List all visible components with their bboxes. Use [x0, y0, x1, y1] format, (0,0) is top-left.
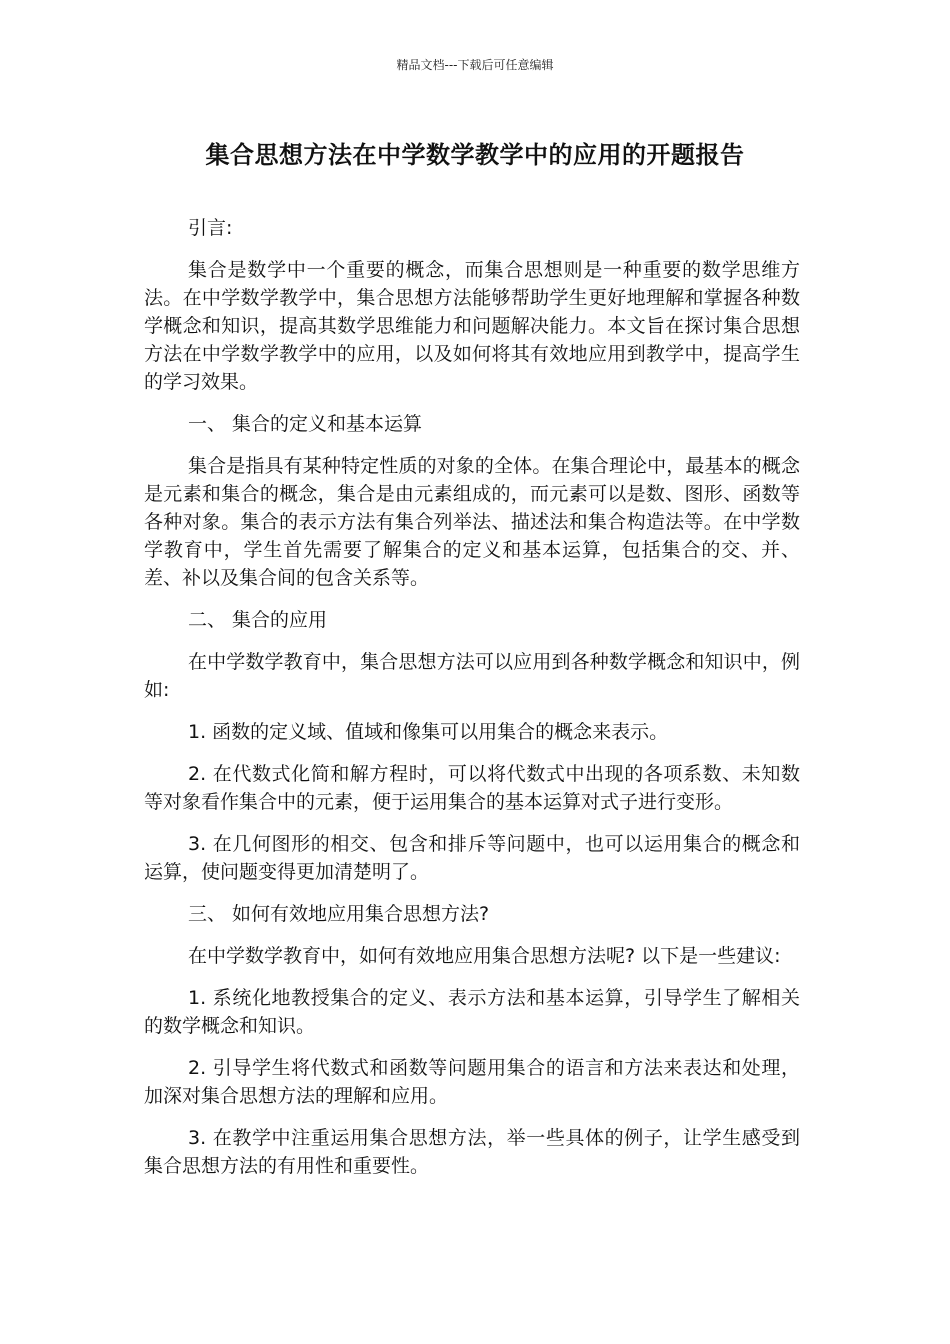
intro-paragraph: 集合是数学中一个重要的概念，而集合思想则是一种重要的数学思维方法。在中学数学教学中，集合思想方法能够帮助学生更好地理解和掌握各种数学概念和知识，提高其数学思维能力和问题解决能力。本文旨在探讨集合思想方法在中学数学教学中的应用，以及如何将其有效地应用到教学中，提高学生的学习效果。	[144, 259, 800, 393]
section-3-item-3: 3. 在教学中注重运用集合思想方法，举一些具体的例子，让学生感受到集合思想方法的有用性和重要性。	[144, 1127, 800, 1177]
section-3-paragraph: 在中学数学教育中，如何有效地应用集合思想方法呢? 以下是一些建议:	[188, 945, 781, 967]
section-2-item-2: 2. 在代数式化简和解方程时，可以将代数式中出现的各项系数、未知数等对象看作集合中的元素，便于运用集合的基本运算对式子进行变形。	[144, 763, 800, 813]
section-1-paragraph: 集合是指具有某种特定性质的对象的全体。在集合理论中，最基本的概念是元素和集合的概念，集合是由元素组成的，而元素可以是数、图形、函数等各种对象。集合的表示方法有集合列举法、描述法和集合构造法等。在中学数学教育中，学生首先需要了解集合的定义和基本运算，包括集合的交、并、差、补以及集合间的包含关系等。	[144, 455, 800, 589]
section-2-item-3: 3. 在几何图形的相交、包含和排斥等问题中，也可以运用集合的概念和运算，使问题变得更加清楚明了。	[144, 833, 800, 883]
document-body	[144, 214, 800, 1194]
section-2-item-1: 1. 函数的定义域、值域和像集可以用集合的概念来表示。	[188, 721, 669, 743]
page-header: 精品文档---下载后可任意编辑	[396, 58, 554, 72]
section-3-item-2: 2. 引导学生将代数式和函数等问题用集合的语言和方法来表达和处理，加深对集合思想方法的理解和应用。	[144, 1057, 800, 1107]
intro-label: 引言:	[188, 217, 233, 239]
section-heading-3: 三、 如何有效地应用集合思想方法?	[188, 903, 490, 925]
section-2-paragraph: 在中学数学教育中，集合思想方法可以应用到各种数学概念和知识中，例如:	[144, 651, 800, 701]
document-title: 集合思想方法在中学数学教学中的应用的开题报告	[205, 141, 745, 169]
section-heading-1: 一、 集合的定义和基本运算	[188, 413, 423, 435]
section-3-item-1: 1. 系统化地教授集合的定义、表示方法和基本运算，引导学生了解相关的数学概念和知识。	[144, 987, 800, 1037]
section-heading-2: 二、 集合的应用	[188, 609, 328, 631]
